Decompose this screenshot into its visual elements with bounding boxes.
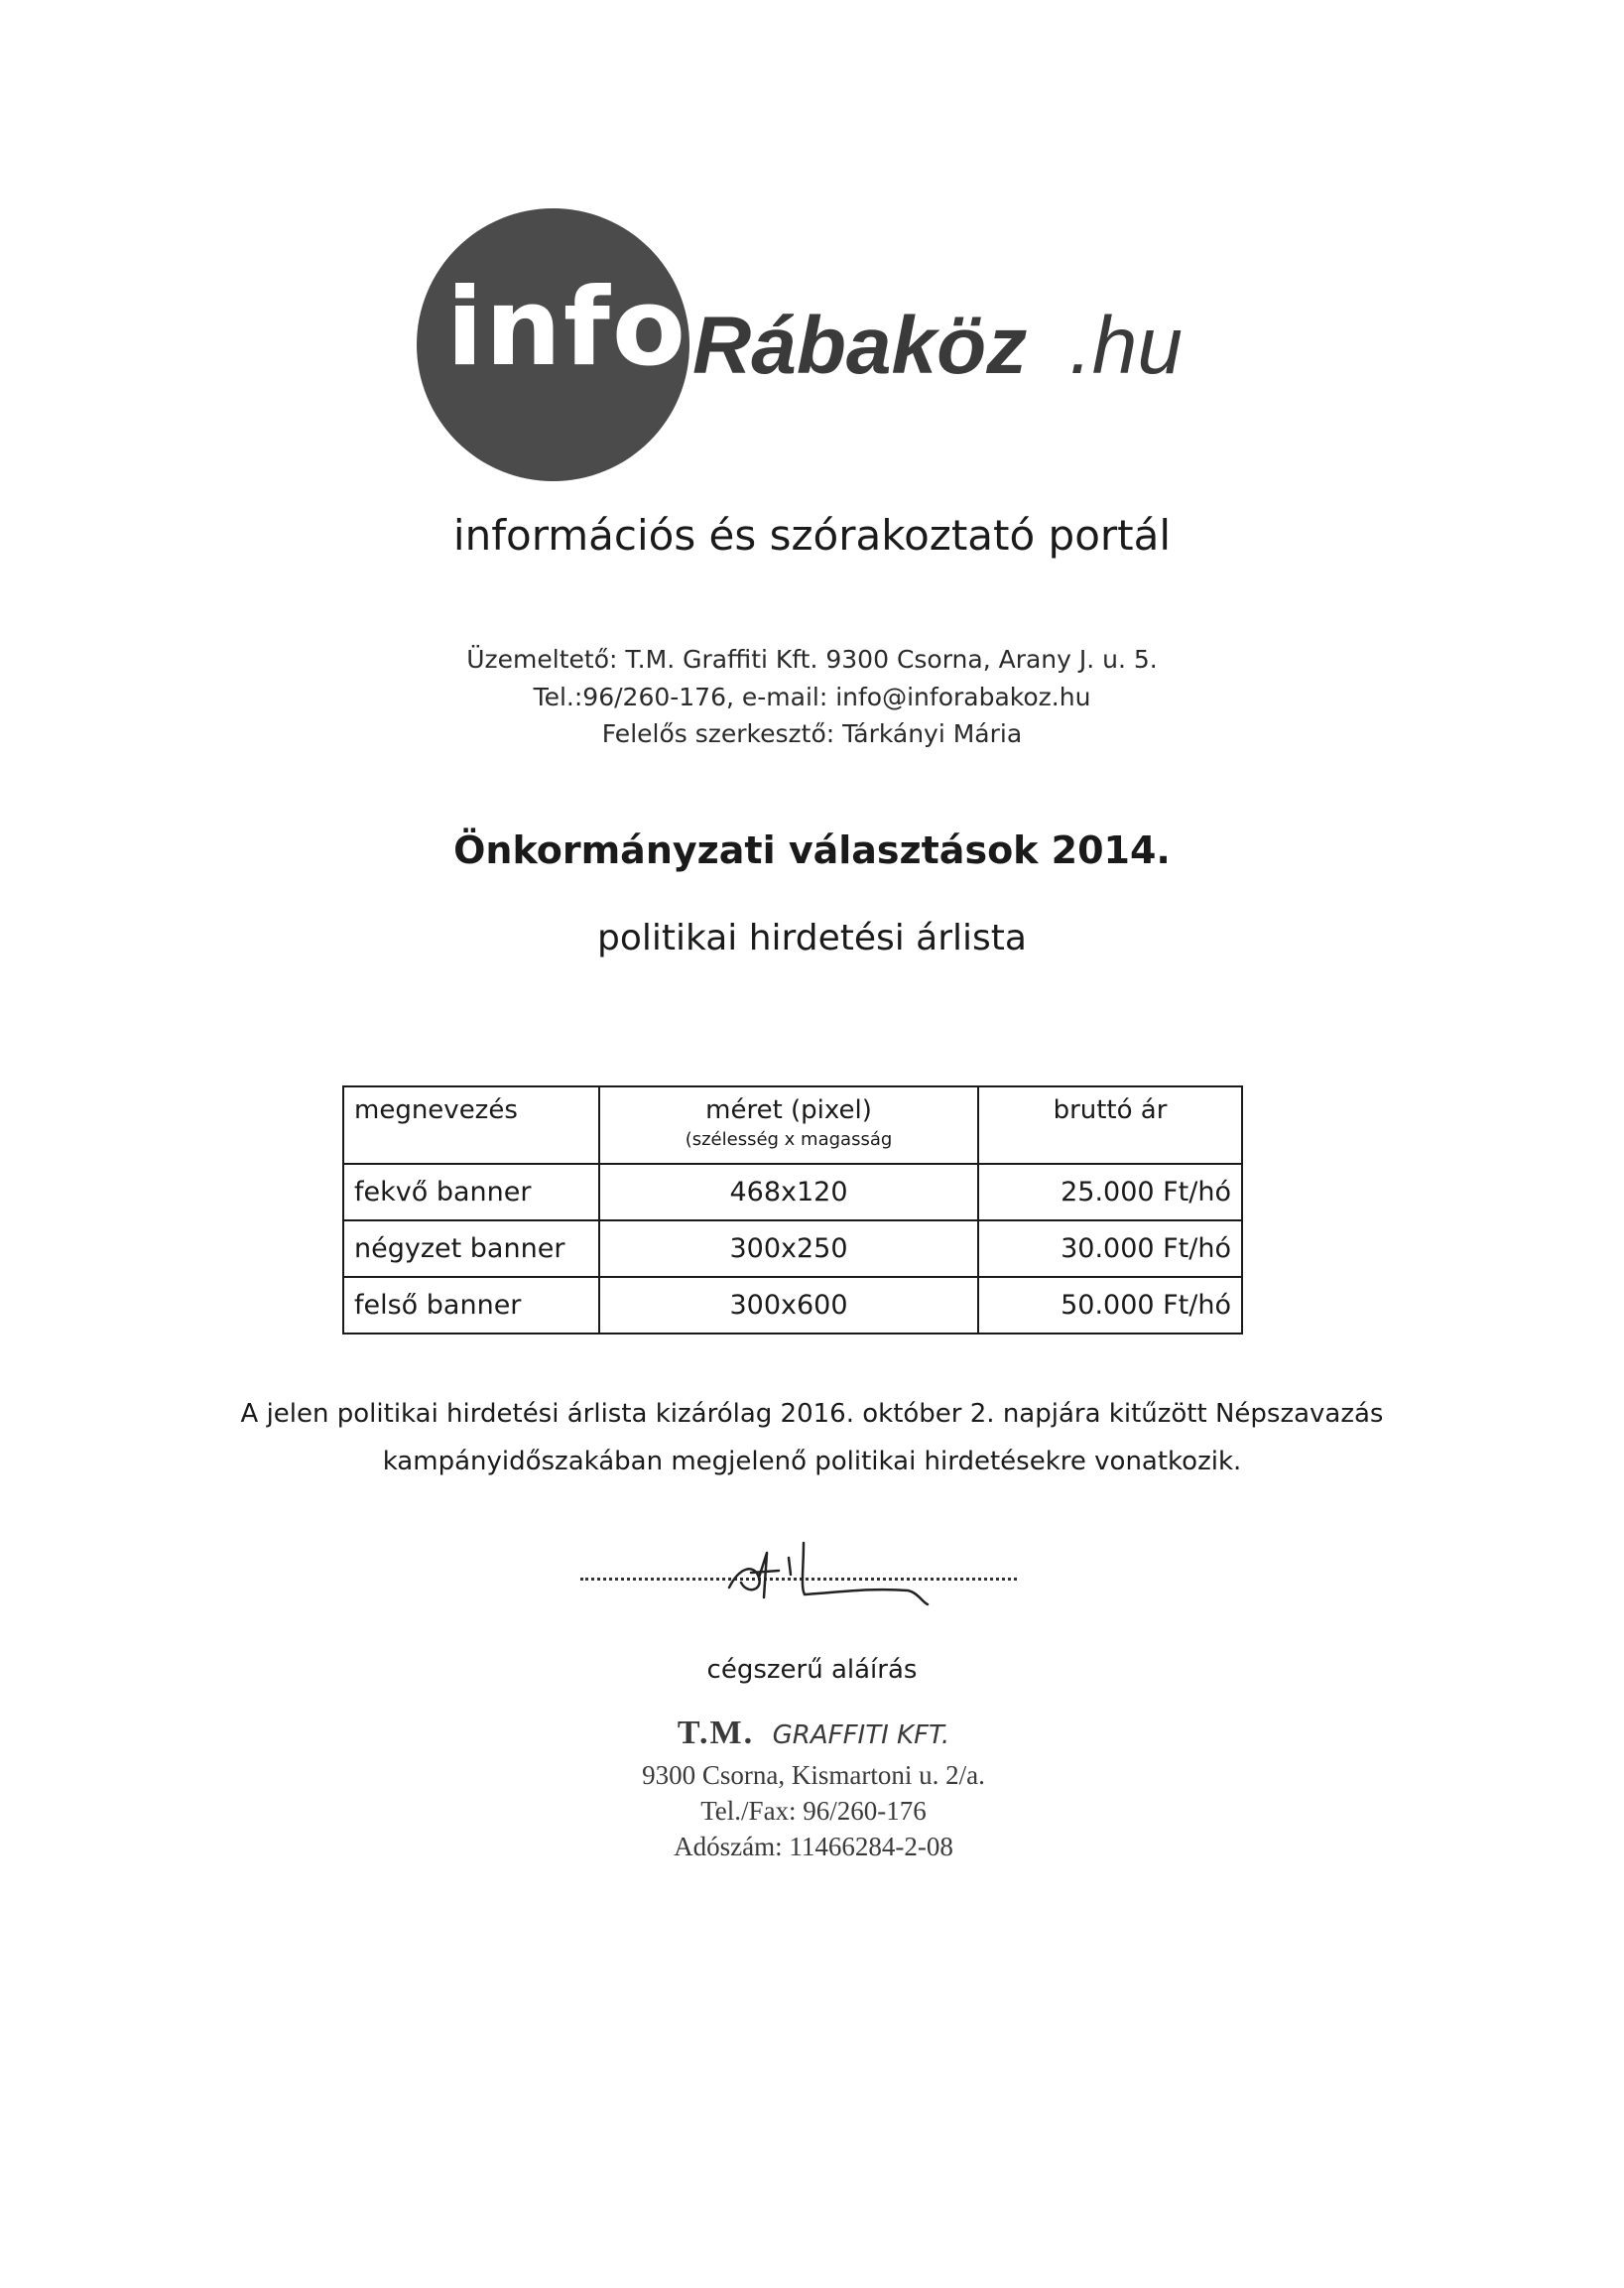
row-name: fekvő banner	[343, 1164, 599, 1220]
portal-subtitle: információs és szórakoztató portál	[452, 511, 1172, 560]
election-heading: Önkormányzati választások 2014.	[453, 828, 1171, 872]
row-price: 30.000 Ft/hó	[978, 1220, 1242, 1277]
stamp-phone: Tel./Fax: 96/260-176	[700, 1796, 927, 1826]
signature-label: cégszerű aláírás	[706, 1655, 918, 1685]
price-list-heading: politikai hirdetési árlista	[597, 918, 1027, 958]
logo-info-text: info	[446, 266, 688, 390]
header-name: megnevezés	[343, 1086, 599, 1164]
stamp-tax: Adószám: 11466284-2-08	[674, 1832, 953, 1861]
row-size: 300x250	[599, 1220, 978, 1277]
contact-line: Tel.:96/260-176, e-mail: info@inforabakoz.hu	[533, 683, 1091, 711]
header-size-sub: (szélesség x magasság	[685, 1129, 893, 1150]
editor-line: Felelős szerkesztő: Tárkányi Mária	[601, 719, 1023, 748]
stamp-address: 9300 Csorna, Kismartoni u. 2/a.	[642, 1760, 985, 1790]
header-size	[599, 1086, 978, 1164]
note-line-2: kampányidőszakában megjelenő politikai hirdetésekre vonatkozik.	[382, 1447, 1242, 1476]
row-price: 50.000 Ft/hó	[978, 1277, 1242, 1334]
header-price: bruttó ár	[978, 1086, 1242, 1164]
handwritten-signature	[709, 1533, 937, 1607]
row-name: négyzet banner	[343, 1220, 599, 1277]
row-price: 25.000 Ft/hó	[978, 1164, 1242, 1220]
table-header-row	[343, 1086, 1242, 1164]
table-row	[343, 1164, 1242, 1220]
operator-line: Üzemeltető: T.M. Graffiti Kft. 9300 Csorna, Arany J. u. 5.	[466, 645, 1158, 674]
company-stamp	[605, 1712, 1022, 1864]
stamp-company-line	[605, 1712, 1022, 1757]
logo-name-text: Rábaköz	[692, 301, 1028, 391]
table-row	[343, 1220, 1242, 1277]
row-size: 300x600	[599, 1277, 978, 1334]
price-table	[342, 1085, 1243, 1335]
stamp-company-hand: GRAFFITI KFT.	[772, 1720, 950, 1750]
table-row	[343, 1277, 1242, 1334]
logo-tld-text: .hu	[1069, 301, 1183, 391]
stamp-company: T.M.	[677, 1715, 755, 1751]
logo	[417, 203, 1183, 481]
note-line-1: A jelen politikai hirdetési árlista kizárólag 2016. október 2. napjára kitűzött Népszavazás	[240, 1399, 1384, 1429]
row-name: felső banner	[343, 1277, 599, 1334]
header-size-label: méret (pixel)	[705, 1095, 872, 1125]
row-size: 468x120	[599, 1164, 978, 1220]
